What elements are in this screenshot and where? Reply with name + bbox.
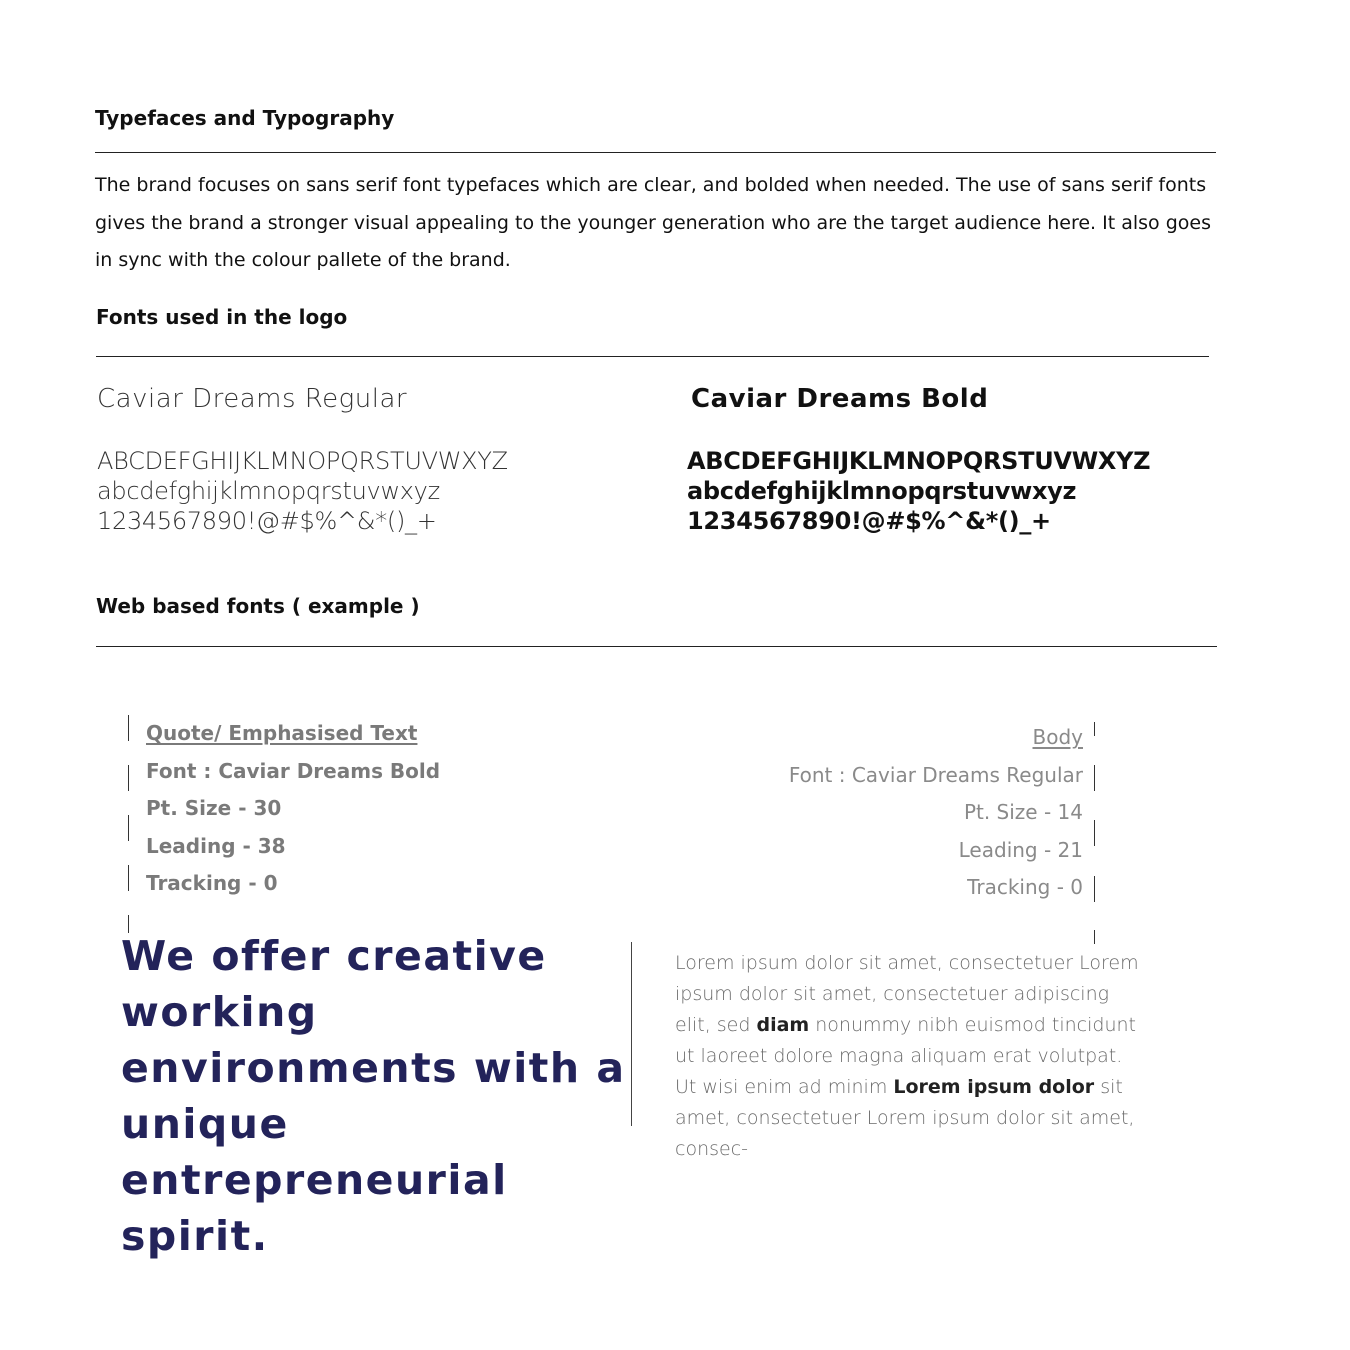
body-spec-size: Pt. Size - 14 [963, 800, 1083, 824]
bold-font-name: Caviar Dreams Bold [691, 384, 989, 414]
spec-left-tick [128, 715, 129, 741]
quote-spec-title: Quote/ Emphasised Text [146, 721, 418, 745]
quote-spec-font: Font : Caviar Dreams Bold [146, 758, 441, 783]
web-fonts-heading: Web based fonts ( example ) [96, 594, 420, 618]
spec-right-tick [1094, 930, 1095, 944]
typography-heading: Typefaces and Typography [95, 106, 395, 130]
quote-spec-tracking: Tracking - 0 [146, 871, 278, 895]
body-sample-text: Lorem ipsum dolor sit amet, consectetuer Lorem ipsum dolor sit amet, consectetuer adipiscing elit, sed [675, 952, 1139, 1036]
regular-lowercase: abcdefghijklmnopqrstuvwxyz [97, 477, 440, 505]
body-spec-title: Body [1032, 725, 1083, 749]
regular-numbers: 1234567890!@#$%^&*()_+ [97, 507, 437, 535]
spec-right-tick [1094, 876, 1095, 902]
body-spec-font: Font : Caviar Dreams Regular [788, 762, 1083, 787]
spec-left-tick [128, 865, 129, 891]
regular-font-name: Caviar Dreams Regular [97, 384, 408, 414]
body-sample-text: nonummy nibh euismod tincidunt ut laoreet dolore magna aliquam erat volutpat. Ut wisi enim ad minim [675, 1014, 1136, 1098]
body-spec-block [663, 725, 1083, 899]
bold-numbers: 1234567890!@#$%^&*()_+ [687, 507, 1051, 535]
bold-font-specimen [687, 446, 1150, 536]
body-sample-bold: diam [756, 1014, 810, 1036]
intro-paragraph: The brand focuses on sans serif font typefaces which are clear, and bolded when needed. The use of sans serif fonts gives the brand a stronger visual appealing to the younger generation who are the target audience here. It also goes in sync with the colour pallete of the brand. [95, 174, 1211, 271]
bold-uppercase: ABCDEFGHIJKLMNOPQRSTUVWXYZ [687, 447, 1151, 475]
body-sample-text: sit amet, consectetuer Lorem ipsum dolor sit amet, consec- [675, 1076, 1135, 1160]
body-sample-bold: Lorem ipsum dolor [893, 1076, 1095, 1098]
regular-font-specimen [97, 446, 508, 536]
spec-right-tick [1094, 722, 1095, 736]
quote-sample: We offer creative working environments with a unique entrepreneurial spirit. [121, 932, 626, 1260]
logo-fonts-rule [96, 356, 1209, 357]
body-spec-tracking: Tracking - 0 [967, 875, 1083, 899]
spec-left-tick [128, 815, 129, 841]
spec-right-tick [1094, 820, 1095, 846]
regular-uppercase: ABCDEFGHIJKLMNOPQRSTUVWXYZ [97, 447, 508, 475]
body-sample [675, 948, 1145, 1165]
logo-fonts-heading: Fonts used in the logo [96, 305, 348, 329]
web-fonts-rule [96, 646, 1217, 647]
typography-rule [95, 152, 1216, 153]
body-spec-leading: Leading - 21 [958, 837, 1083, 862]
quote-spec-block [146, 721, 440, 895]
spec-right-tick [1094, 765, 1095, 791]
quote-spec-size: Pt. Size - 30 [146, 796, 282, 820]
spec-left-tick [128, 765, 129, 791]
sample-divider [631, 942, 632, 1126]
bold-lowercase: abcdefghijklmnopqrstuvwxyz [687, 477, 1077, 505]
quote-spec-leading: Leading - 38 [146, 833, 286, 858]
